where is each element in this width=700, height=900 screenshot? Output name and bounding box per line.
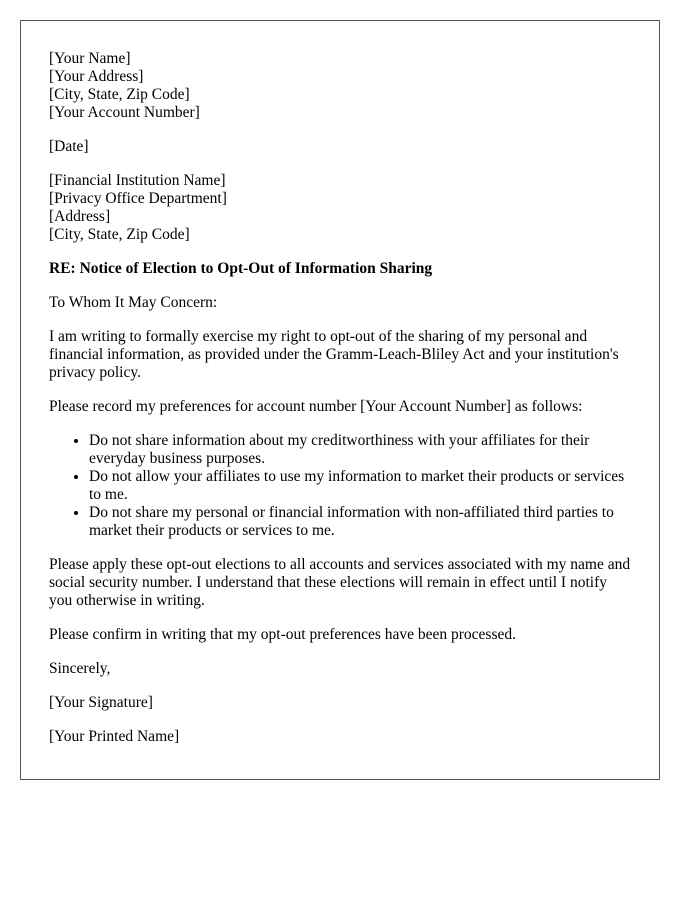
sender-account-number: [Your Account Number] — [49, 104, 200, 121]
preference-item: • Do not share information about my creditworthiness with your affiliates for their everyday business purposes. — [89, 432, 631, 468]
recipient-block — [49, 172, 631, 244]
sender-address: [Your Address] — [49, 68, 144, 85]
record-paragraph: Please record my preferences for account number [Your Account Number] as follows: — [49, 398, 583, 415]
recipient-department: [Privacy Office Department] — [49, 190, 227, 207]
subject-line: RE: Notice of Election to Opt-Out of Information Sharing — [49, 260, 433, 277]
signature-placeholder: [Your Signature] — [49, 694, 153, 711]
printed-name-placeholder: [Your Printed Name] — [49, 728, 180, 745]
recipient-institution: [Financial Institution Name] — [49, 172, 226, 189]
preference-item: • Do not allow your affiliates to use my information to market their products or services to me. — [89, 468, 631, 504]
salutation: To Whom It May Concern: — [49, 294, 218, 311]
sender-block — [49, 50, 631, 122]
recipient-address: [Address] — [49, 208, 111, 225]
intro-paragraph: I am writing to formally exercise my right to opt-out of the sharing of my personal and financial information, as provided under the Gramm-Leach-Bliley Act and your institution's privacy policy. — [49, 328, 619, 381]
preference-item: • Do not share my personal or financial information with non-affiliated third parties to market their products or services to me. — [89, 504, 631, 540]
apply-paragraph: Please apply these opt-out elections to all accounts and services associated with my name and social security number. I understand that these elections will remain in effect until I notify you otherwise in writing. — [49, 556, 631, 609]
sender-city-state-zip: [City, State, Zip Code] — [49, 86, 190, 103]
confirm-paragraph: Please confirm in writing that my opt-out preferences have been processed. — [49, 626, 516, 643]
preferences-list — [49, 432, 631, 540]
date-line: [Date] — [49, 138, 89, 155]
sender-name: [Your Name] — [49, 50, 131, 67]
letter-page — [20, 20, 660, 780]
recipient-city-state-zip: [City, State, Zip Code] — [49, 226, 190, 243]
closing: Sincerely, — [49, 660, 111, 677]
